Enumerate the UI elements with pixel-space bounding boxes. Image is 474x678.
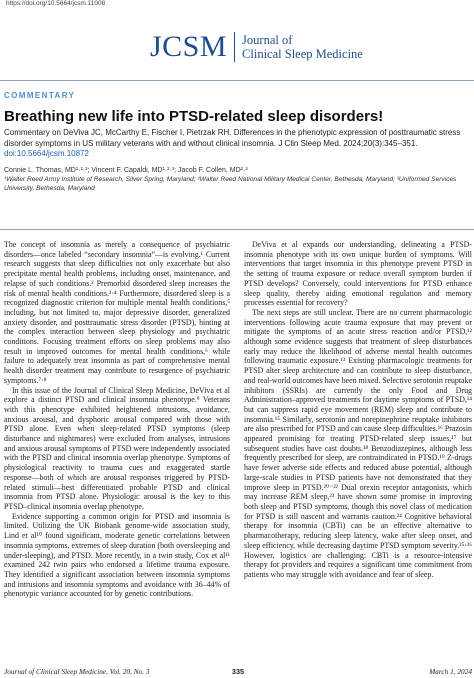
logo-divider (234, 32, 235, 62)
article-title: Breathing new life into PTSD-related sleep disorders! (4, 108, 384, 125)
left-paragraph-2: In this issue of the Journal of Clinical Sleep Medicine, DeViva et al explore a distinct PTSD and clinical insomnia phenotype.⁹ Veterans with this phenotype exhibited heightened intrusions, avoidance, anxious arousal, and dysphoric arousal compared with those with PTSD alone. Even when sleep-related PTSD symptoms (sleep disturbance and nightmares) were excluded from analyses, intrusions and anxious arousal symptoms of PTSD were independently associated with the PTSD and clinical insomnia overlap phenotype. Symptoms of physiological reactivity to trauma cues and exaggerated startle response—both of which are arousal responses triggered by PTSD-related stimuli—best differentiated probable PTSD and clinical insomnia from PTSD alone. Physiologic arousal is the key to this PTSD–clinical insomnia overlap phenotype. (4, 385, 230, 511)
page-footer (4, 667, 472, 676)
journal-abbrev: JCSM (150, 30, 228, 63)
left-paragraph-1: The concept of insomnia as merely a consequence of psychiatric disorders—once labeled “secondary insomnia”—is evolving.¹ Current research suggests that sleep difficulties not only exacerbate but also precipitate mental health problems, including onset, maintenance, and relapse of such conditions.² Premorbid disordered sleep increases the risk of mental health conditions.³·⁴ Furthermore, disordered sleep is a recognized diagnostic criterion for multiple mental health conditions,⁵ including, but not limited to, major depressive disorder, generalized anxiety disorder, and posttraumatic stress disorder (PTSD), hinting at the complex interaction between sleep physiology and psychiatric conditions. Focusing treatment efforts on sleep problems may also result in improved outcomes for mental health conditions,⁶ while failure to adequately treat insomnia as part of comprehensive mental health disorder treatment may contribute to resurgence of psychiatric symptoms.⁷·⁸ (4, 240, 230, 385)
footer-date: March 1, 2024 (429, 667, 472, 676)
author-affiliations: ¹Walter Reed Army Institute of Research, Silver Spring, Maryland; ²Walter Reed National Military Medical Center, Bethesda, Maryland; ³Uniformed Services University, Bethesda, Maryland (4, 176, 457, 192)
author-names: Connie L. Thomas, MD¹·²·³; Vincent F. Capaldi, MD¹·²·³; Jacob F. Collen, MD²·³ (4, 167, 248, 174)
body-rule (0, 229, 474, 230)
footer-journal: Journal of Clinical Sleep Medicine, Vol. 20, No. 3 (4, 667, 150, 676)
reference-doi-link[interactable]: doi:10.5664/jcsm.10872 (4, 149, 89, 158)
right-paragraph-2: The next steps are still unclear. There are no current pharmacologic interventions following acute trauma exposure that may prevent or mitigate the symptoms of an acute stress reaction and/or PTSD,¹² although some evidence suggests that treatment of sleep disturbances early may reduce the likelihood of adverse mental health outcomes following traumatic exposure.¹³ Existing pharmacologic treatments for PTSD alter sleep architecture and can contribute to sleep disturbance, and real-world outcomes have been mixed. Selective serotonin reuptake inhibitors (SSRIs) are currently the only Food and Drug Administration–approved treatments for daytime symptoms of PTSD,¹⁴ but can suppress rapid eye movement (REM) sleep and contribute to insomnia.¹⁵ Similarly, serotonin and norepinephrine reuptake inhibitors are also prescribed for PTSD and can cause sleep difficulties.¹⁶ Prazosin appeared promising for treating PTSD-related sleep issues,¹⁷ but subsequent studies have cast doubts.¹⁸ Benzodiazepines, although less frequently prescribed for sleep, are contraindicated in PTSD.¹⁹ Z-drugs have fewer adverse side effects and reduced abuse potential, although large-scale studies in PTSD patients have not demonstrated that they improve sleep in PTSD.²⁰⁻²² Dual orexin receptor antagonists, which may increase REM sleep,²³ have shown some promise in improving both sleep and PTSD symptoms, though this novel class of medication for PTSD is still nascent and warrants caution.²⁴ Cognitive behavioral therapy for insomnia (CBTi) can be an effective alternative to pharmacotherapy, reducing sleep latency, wake after sleep onset, and sleep efficiency, while decreasing daytime PTSD symptom severity.²⁵·²⁶ However, logistics are challenging: CBTi is a resource-intensive therapy for providers and requires a significant time commitment from patients who may struggle with avoidance and fear of sleep. (244, 307, 472, 579)
top-doi-link[interactable]: https://doi.org/10.5664/jcsm.11008 (6, 0, 106, 7)
right-paragraph-1: DeViva et al expands our understanding, delineating a PTSD-insomnia phenotype with its own unique burden of symptoms. Will interventions that target insomnia in this phenotype prevent PTSD in the setting of trauma exposure or reduce overall symptom burden if PTSD develops? Conversely, could interventions for PTSD enhance sleep quality, thereby aiding emotional regulation and memory processes essential for recovery? (244, 240, 472, 308)
reference-text: Commentary on DeViva JC, McCarthy E, Fischer I, Pietrzak RH. Differences in the phenotypic expression of posttraumatic stress disorder symptoms in US military veterans with and without clinical insomnia. J Clin Sleep Med. 2024;20(3):345–351. (4, 128, 461, 148)
page-number: 335 (231, 667, 245, 676)
journal-fullname (242, 33, 363, 61)
author-block (4, 166, 472, 193)
right-column (244, 240, 472, 580)
journal-line2: Clinical Sleep Medicine (242, 47, 363, 61)
left-paragraph-3: Evidence supporting a common origin for PTSD and insomnia is limited. Utilizing the UK Biobank genome-wide association study, Lind et al¹⁰ found significant, moderate genetic correlations between insomnia symptoms, extremes of sleep duration (both oversleeping and under-sleeping), and PTSD. More recently, in a twin study, Cox et al¹¹ examined 242 twin pairs who endorsed a lifetime trauma exposure. They identified a significant association between insomnia symptoms and intrusions and insomnia symptoms and avoidance with 36–44% of phenotypic variance accounted for by genetic contributions. (4, 511, 230, 599)
header-rule (0, 80, 474, 81)
left-column (4, 240, 230, 599)
commentary-reference (4, 128, 472, 160)
journal-logo (150, 30, 363, 64)
section-label: COMMENTARY (4, 91, 76, 100)
journal-line1: Journal of (242, 33, 293, 47)
